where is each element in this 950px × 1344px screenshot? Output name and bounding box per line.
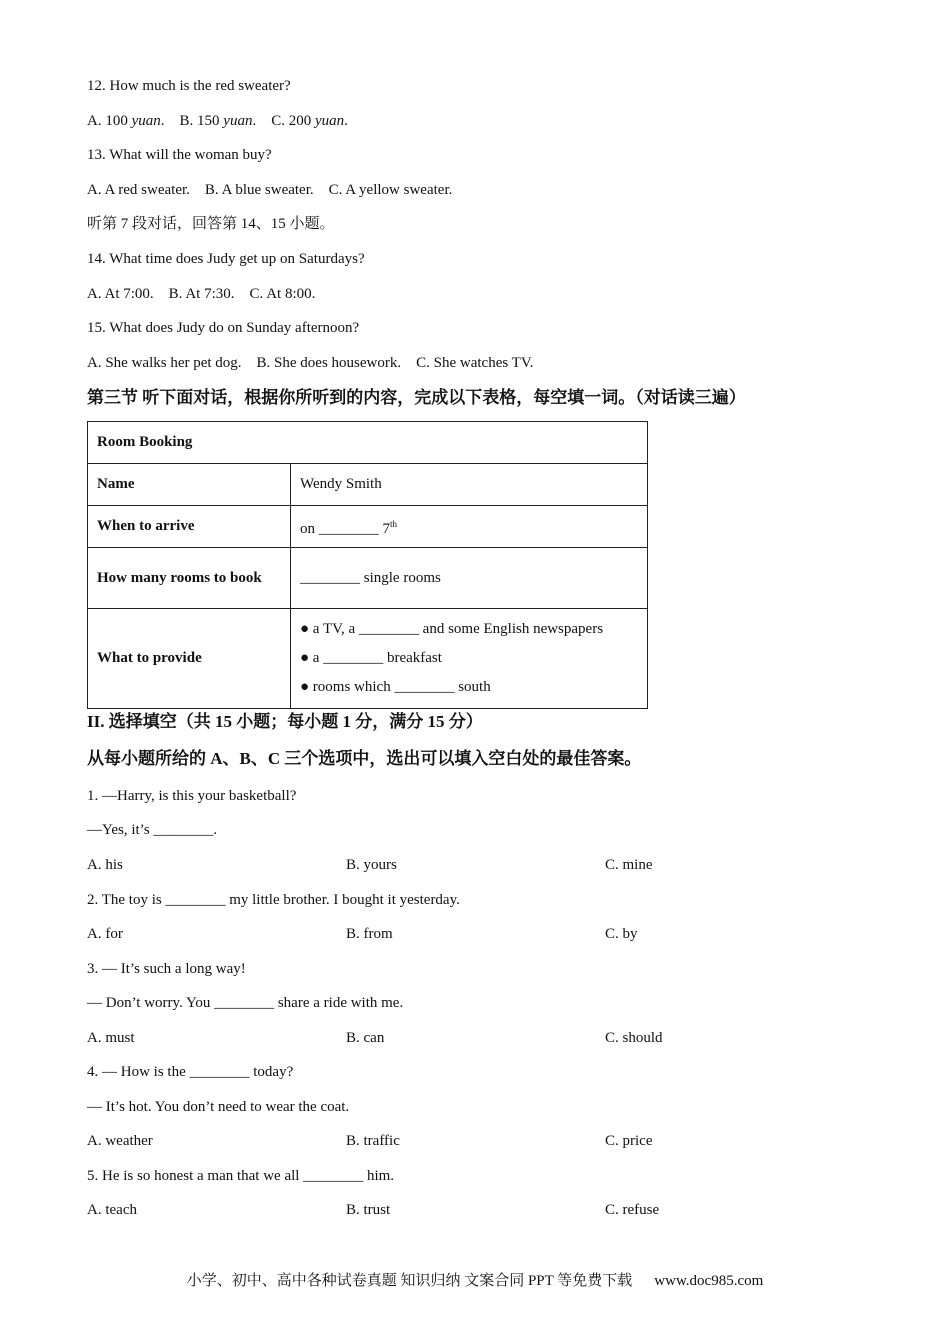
question-5-option-a: A. teach <box>87 1202 137 1218</box>
question-2-line-1: 2. The toy is ________ my little brother. I bought it yesterday. <box>87 892 460 908</box>
question-4-option-b: B. traffic <box>346 1133 400 1149</box>
question-4-line-1: 4. — How is the ________ today? <box>87 1064 294 1080</box>
question-4-option-a: A. weather <box>87 1133 153 1149</box>
question-5-option-c: C. refuse <box>605 1202 660 1218</box>
room-booking-table <box>87 421 648 709</box>
row-value: ________ single rooms <box>291 548 648 609</box>
question-1-line-2: —Yes, it’s ________. <box>87 822 218 838</box>
question-2-option-b: B. from <box>346 926 393 942</box>
question-1-option-b: B. yours <box>346 857 397 873</box>
question-15: 15. What does Judy do on Sunday afternoon? <box>87 320 360 336</box>
table-row <box>88 464 648 506</box>
question-12: 12. How much is the red sweater? <box>87 78 291 94</box>
question-13-options: A. A red sweater. B. A blue sweater. C. A yellow sweater. <box>87 182 453 198</box>
question-5-option-b: B. trust <box>346 1202 391 1218</box>
question-4-option-c: C. price <box>605 1133 653 1149</box>
question-2-option-a: A. for <box>87 926 123 942</box>
question-13: 13. What will the woman buy? <box>87 147 272 163</box>
provide-item: ● a ________ breakfast <box>300 650 442 666</box>
dialog-7-intro: 听第 7 段对话，回答第 14、15 小题。 <box>87 216 335 232</box>
table-row <box>88 609 648 709</box>
table-row <box>88 506 648 548</box>
row-value <box>291 609 648 709</box>
question-3-line-2: — Don’t worry. You ________ share a ride with me. <box>87 995 404 1011</box>
row-key: What to provide <box>88 609 291 709</box>
section-3-title: 第三节 听下面对话，根据你所听到的内容，完成以下表格，每空填一词。（对话读三遍） <box>87 388 746 407</box>
provide-item: ● a TV, a ________ and some English newspapers <box>300 621 604 637</box>
row-key: When to arrive <box>88 506 291 548</box>
page-footer <box>0 1269 950 1290</box>
question-1-option-a: A. his <box>87 857 123 873</box>
table-title: Room Booking <box>88 422 648 464</box>
row-key: How many rooms to book <box>88 548 291 609</box>
footer-text: 小学、初中、高中各种试卷真题 知识归纳 文案合同 PPT 等免费下载 <box>186 1273 633 1289</box>
question-5-line-1: 5. He is so honest a man that we all ________ him. <box>87 1168 395 1184</box>
question-15-options: A. She walks her pet dog. B. She does housework. C. She watches TV. <box>87 355 534 371</box>
table-row <box>88 548 648 609</box>
question-1-line-1: 1. —Harry, is this your basketball? <box>87 788 297 804</box>
row-value: on ________ 7th <box>291 506 648 548</box>
question-3-option-a: A. must <box>87 1030 135 1046</box>
row-value: Wendy Smith <box>291 464 648 506</box>
question-4-line-2: — It’s hot. You don’t need to wear the coat. <box>87 1099 350 1115</box>
part-2-title: II. 选择填空（共 15 小题；每小题 1 分，满分 15 分） <box>87 712 483 731</box>
question-1-option-c: C. mine <box>605 857 653 873</box>
provide-item: ● rooms which ________ south <box>300 679 491 695</box>
question-3-line-1: 3. — It’s such a long way! <box>87 961 246 977</box>
question-3-option-c: C. should <box>605 1030 663 1046</box>
question-12-options: A. 100 yuan. B. 150 yuan. C. 200 yuan. <box>87 113 348 129</box>
question-14-options: A. At 7:00. B. At 7:30. C. At 8:00. <box>87 286 316 302</box>
question-2-option-c: C. by <box>605 926 638 942</box>
question-14: 14. What time does Judy get up on Saturdays? <box>87 251 365 267</box>
part-2-instruction: 从每小题所给的 A、B、C 三个选项中，选出可以填入空白处的最佳答案。 <box>87 749 642 768</box>
row-key: Name <box>88 464 291 506</box>
question-3-option-b: B. can <box>346 1030 385 1046</box>
footer-link[interactable]: www.doc985.com <box>654 1273 764 1289</box>
